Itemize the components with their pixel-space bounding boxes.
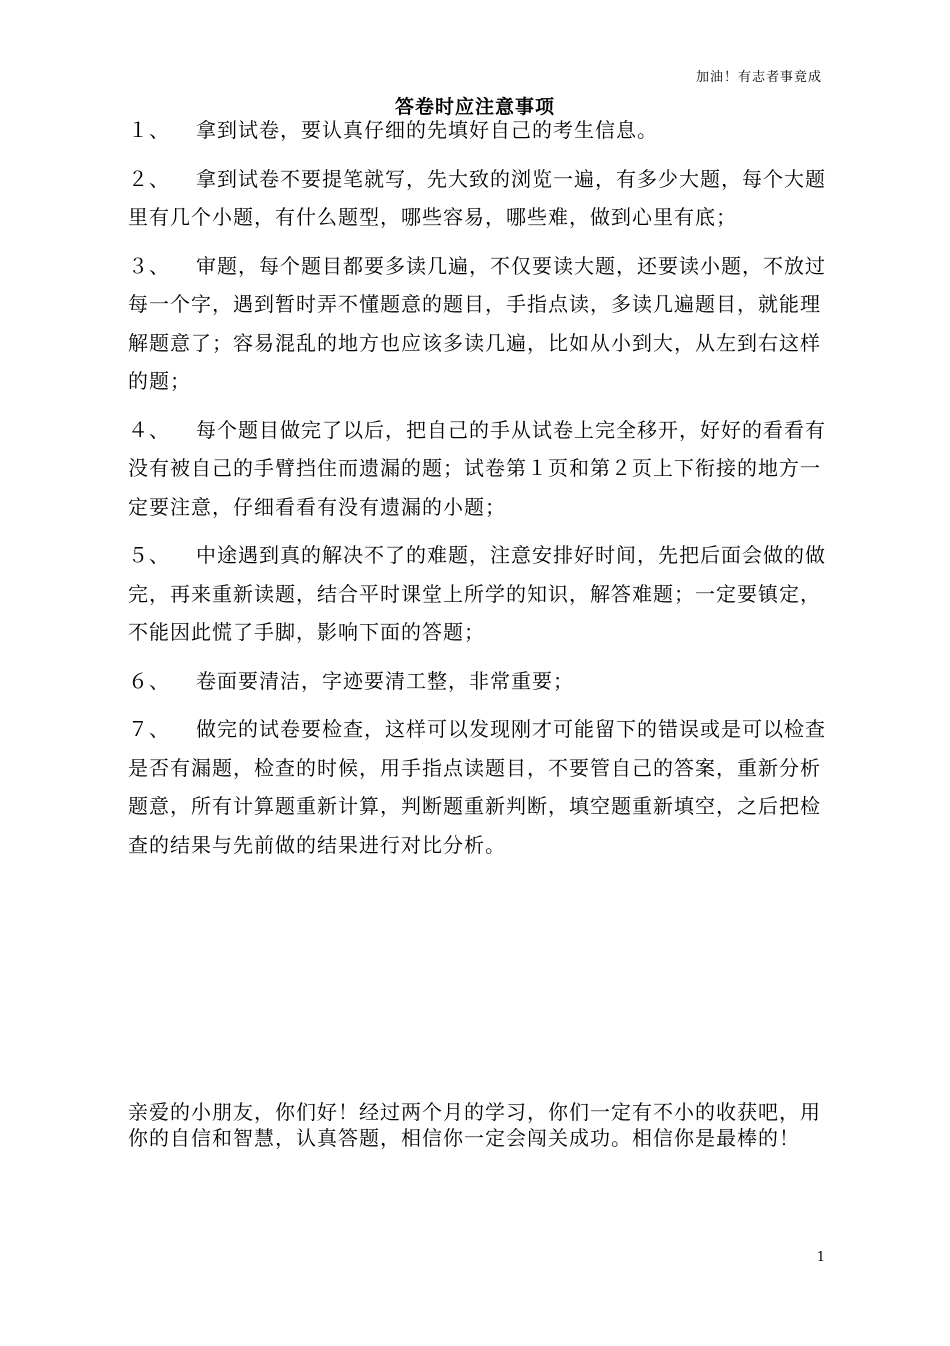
list-item	[128, 111, 828, 150]
item-number: ６、	[128, 668, 170, 693]
list-item	[128, 247, 828, 401]
list-item	[128, 662, 828, 701]
notes-list	[128, 111, 828, 874]
item-number: ７、	[128, 717, 170, 741]
header-note: 加油！有志者事竟成	[695, 70, 822, 85]
item-number: ３、	[128, 253, 170, 278]
item-text: 拿到试卷不要提笔就写，先大致的浏览一遍，有多少大题，每个大题里有几个小题，有什么题型，哪些容易，哪些难，做到心里有底；	[128, 166, 826, 229]
item-text: 卷面要清洁，字迹要清工整，非常重要；	[196, 668, 574, 693]
list-item	[128, 536, 828, 652]
item-number: ４、	[128, 417, 170, 442]
list-item	[128, 710, 828, 864]
item-text: 每个题目做完了以后，把自己的手从试卷上完全移开，好好的看看有没有被自己的手臂挡住而遗漏的题；试卷第１页和第２页上下衔接的地方一定要注意，仔细看看有没有遗漏的小题；	[128, 417, 826, 519]
closing-message: 亲爱的小朋友，你们好！经过两个月的学习，你们一定有不小的收获吧，用你的自信和智慧，认真答题，相信你一定会闯关成功。相信你是最棒的！	[128, 1100, 821, 1150]
item-number: ２、	[128, 166, 170, 191]
list-item	[128, 411, 828, 527]
item-number: １、	[128, 118, 170, 142]
item-text: 做完的试卷要检查，这样可以发现刚才可能留下的错误或是可以检查是否有漏题，检查的时候，用手指点读题目，不要管自己的答案，重新分析题意，所有计算题重新计算，判断题重新判断，填空题重新填空，之后把检查的结果与先前做的结果进行对比分析。	[128, 717, 826, 857]
list-item	[128, 160, 828, 237]
page-title: 答卷时应注意事项	[394, 96, 555, 118]
item-text: 审题，每个题目都要多读几遍，不仅要读大题，还要读小题，不放过每一个字，遇到暂时弄不懂题意的题目，手指点读，多读几遍题目，就能理解题意了；容易混乱的地方也应该多读几遍，比如从小到大，从左到右这样的题；	[128, 253, 826, 393]
item-number: ５、	[128, 543, 170, 567]
page-number: 1	[816, 1250, 825, 1265]
item-text: 中途遇到真的解决不了的难题，注意安排好时间，先把后面会做的做完，再来重新读题，结合平时课堂上所学的知识，解答难题；一定要镇定，不能因此慌了手脚，影响下面的答题；	[128, 543, 826, 644]
item-text: 拿到试卷，要认真仔细的先填好自己的考生信息。	[196, 118, 658, 142]
